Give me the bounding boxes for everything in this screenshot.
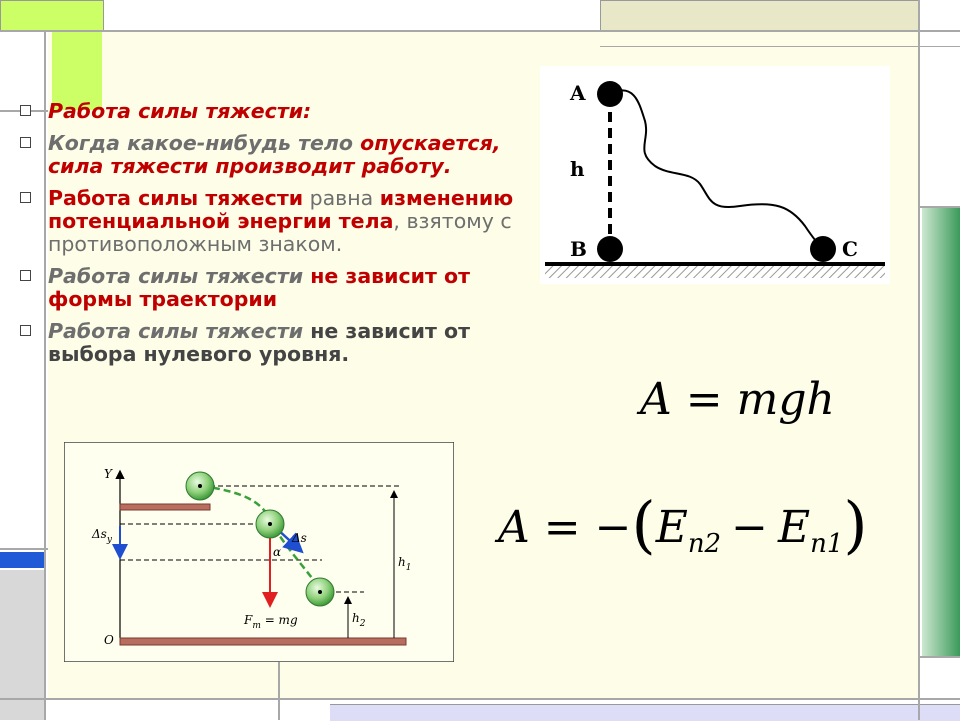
frame-line	[920, 206, 960, 208]
force-label: $F_т$ = mg	[244, 613, 298, 631]
square-bullet-icon	[20, 137, 31, 148]
blue-left-bar	[0, 552, 44, 568]
square-bullet-icon	[20, 105, 31, 116]
alpha-label: α	[273, 545, 282, 559]
bullet-list	[18, 100, 518, 375]
label-h: h	[570, 157, 585, 181]
frame-line	[278, 660, 280, 720]
frame-line	[600, 46, 960, 47]
falling-ball-diagram	[64, 442, 454, 662]
formula-work-mgh: A = mgh	[640, 374, 835, 425]
lime-corner-square	[0, 0, 104, 32]
delta-sy-label: $\Delta s_y$	[92, 527, 112, 545]
axis-y-label: Y	[104, 467, 112, 481]
lavender-bottom-bar	[330, 704, 960, 721]
ball-b	[597, 236, 623, 262]
ground-hatch	[545, 264, 885, 278]
square-bullet-icon	[20, 270, 31, 281]
bullet-potential-energy: Работа силы тяжести равна изменению потенциальной энергии тела, взятому с противоположным знаком.	[18, 187, 518, 256]
h1-label: $h_1$	[398, 555, 412, 573]
bullet-body-descends: Когда какое-нибудь тело опускается, сила тяжести производит работу.	[18, 132, 518, 178]
label-a: A	[570, 81, 586, 105]
origin-label: O	[104, 633, 114, 647]
label-c: C	[842, 237, 858, 261]
frame-line	[920, 656, 960, 658]
ground-platform	[120, 638, 406, 645]
bullet-heading: Работа силы тяжести:	[18, 100, 518, 123]
ball-a	[597, 81, 623, 107]
label-b: B	[570, 237, 587, 261]
frame-line	[918, 0, 920, 720]
lime-side-block	[52, 30, 102, 110]
ball-c	[810, 236, 836, 262]
bullet-zero-level: Работа силы тяжести не зависит от выбора нулевого уровня.	[18, 320, 518, 366]
top-platform	[120, 504, 210, 510]
tan-top-block	[600, 0, 920, 32]
square-bullet-icon	[20, 325, 31, 336]
h2-label: $h_2$	[352, 611, 366, 629]
bullet-trajectory: Работа силы тяжести не зависит от формы траектории	[18, 265, 518, 311]
trajectory-diagram	[540, 66, 890, 284]
frame-line	[0, 698, 960, 700]
formula-work-potential: $A = -(E_{п2} - E_{п1})$	[498, 488, 868, 561]
green-right-bar	[922, 208, 960, 656]
delta-s-label: Δs	[292, 531, 307, 545]
frame-line	[0, 548, 48, 550]
frame-line	[0, 30, 960, 32]
square-bullet-icon	[20, 192, 31, 203]
